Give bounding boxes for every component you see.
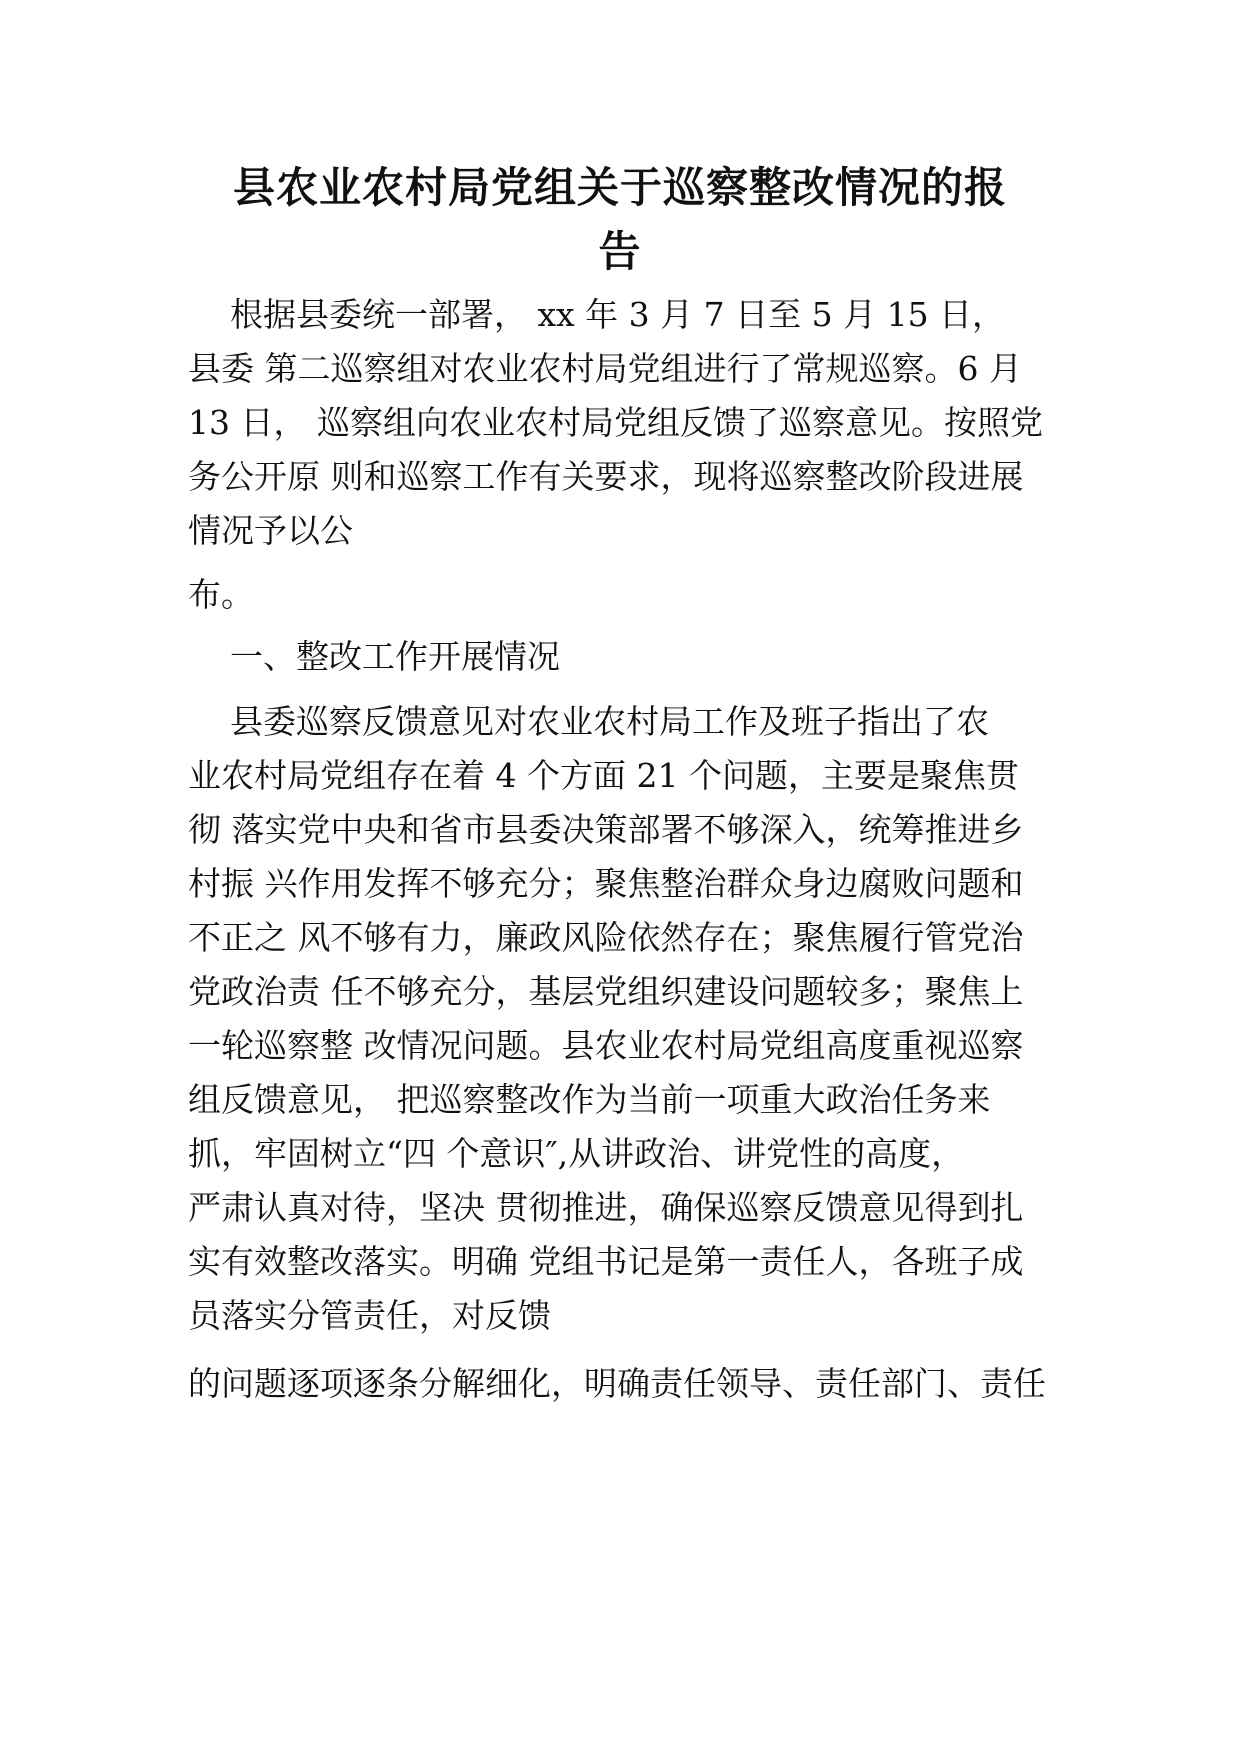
- body-line-13: 党政治责 任不够充分，基层党组织建设问题较多；聚焦上: [188, 972, 1024, 1011]
- body-line-1: 根据县委统一部署， xx 年 3 月 7 日至 5 月 15 日，: [188, 295, 1006, 334]
- body-line-11: 村振 兴作用发挥不够充分；聚焦整治群众身边腐败问题和: [188, 864, 1024, 903]
- body-line-9: 业农村局党组存在着 4 个方面 21 个问题，主要是聚焦贯: [188, 756, 1019, 795]
- body-line-8: 县委巡察反馈意见对农业农村局工作及班子指出了农: [188, 702, 989, 741]
- body-line-2: 县委 第二巡察组对农业农村局党组进行了常规巡察。6 月: [188, 349, 1022, 388]
- body-line-5: 情况予以公: [188, 511, 353, 550]
- body-line-15: 组反馈意见， 把巡察整改作为当前一项重大政治任务来: [188, 1080, 991, 1119]
- body-line-4: 务公开原 则和巡察工作有关要求，现将巡察整改阶段进展: [188, 457, 1024, 496]
- body-line-20: 的问题逐项逐条分解细化，明确责任领导、责任部门、责任: [188, 1364, 1046, 1403]
- body-line-19: 员落实分管责任，对反馈: [188, 1296, 551, 1335]
- body-line-18: 实有效整改落实。明确 党组书记是第一责任人，各班子成: [188, 1242, 1024, 1281]
- body-line-16: 抓，牢固树立“四 个意识″,从讲政治、讲党性的高度，: [188, 1134, 965, 1173]
- body-line-10: 彻 落实党中央和省市县委决策部署不够深入，统筹推进乡: [188, 810, 1024, 849]
- body-line-17: 严肃认真对待，坚决 贯彻推进，确保巡察反馈意见得到扎: [188, 1188, 1024, 1227]
- body-line-12: 不正之 风不够有力，廉政风险依然存在；聚焦履行管党治: [188, 918, 1024, 957]
- body-line-6: 布。: [188, 575, 254, 614]
- document-title-line-2: 告: [598, 227, 642, 276]
- document-title-line-1: 县农业农村局党组关于巡察整改情况的报: [232, 163, 1007, 212]
- body-line-3: 13 日， 巡察组向农业农村局党组反馈了巡察意见。按照党: [188, 403, 1043, 442]
- section-heading: 一、整改工作开展情况: [188, 637, 560, 676]
- body-line-14: 一轮巡察整 改情况问题。县农业农村局党组高度重视巡察: [188, 1026, 1024, 1065]
